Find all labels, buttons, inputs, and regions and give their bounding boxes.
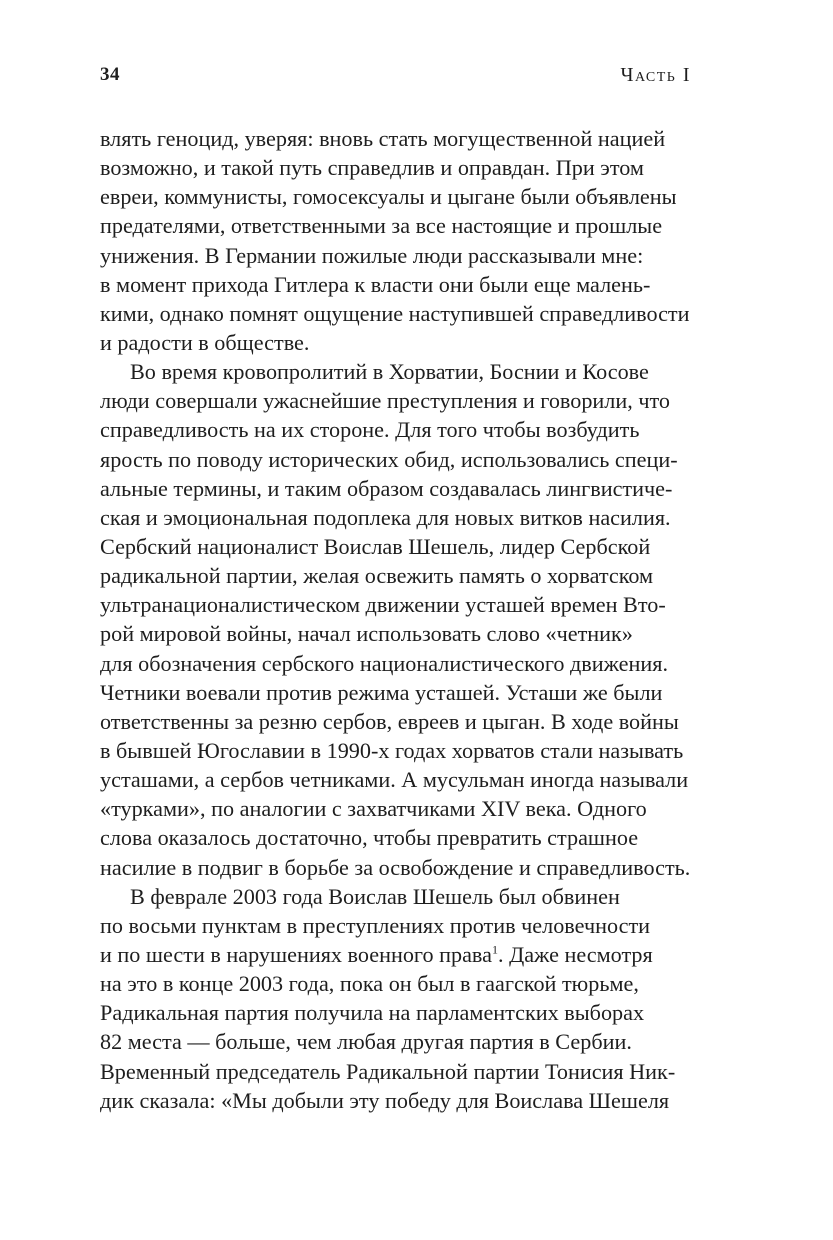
- text-line: Четники воевали против режима усташей. Усташи же были: [100, 679, 663, 705]
- paragraph-2: [100, 357, 691, 882]
- text-line: унижения. В Германии пожилые люди рассказывали мне:: [100, 242, 644, 268]
- text-line-with-footnote: [100, 940, 691, 969]
- text-line: Радикальная партия получила на парламентских выборах: [100, 1000, 645, 1026]
- text-line: в бывшей Югославии в 1990-х годах хорватов стали называть: [100, 737, 684, 763]
- text-line: альные термины, и таким образом создавалась лингвистиче-: [100, 475, 673, 501]
- text-line: по восьми пунктам в преступлениях против человечности: [100, 912, 651, 938]
- footnote-marker[interactable]: 1: [491, 942, 498, 957]
- text-line: «турками», по аналогии с захватчиками XIV века. Одного: [100, 796, 647, 822]
- text-line: на это в конце 2003 года, пока он был в гаагской тюрьме,: [100, 971, 639, 997]
- text-line: 82 места — больше, чем любая другая партия в Сербии.: [100, 1029, 632, 1055]
- text-line: и радости в обществе.: [100, 329, 310, 355]
- text-line: В феврале 2003 года Воислав Шешель был обвинен: [130, 883, 620, 909]
- page-header: [100, 64, 691, 94]
- text-line: слова оказалось достаточно, чтобы превратить страшное: [100, 825, 639, 851]
- text-line: возможно, и такой путь справедлив и оправдан. При этом: [100, 155, 644, 181]
- page-number: 34: [100, 64, 120, 85]
- paragraph-3: [100, 882, 691, 1115]
- running-head: Часть I: [620, 64, 691, 86]
- text-line: ярость по поводу исторических обид, использовались специ-: [100, 446, 678, 472]
- text-line: для обозначения сербского националистического движения.: [100, 650, 669, 676]
- text-fragment: . Даже несмотря: [497, 941, 653, 967]
- text-line: ответственны за резню сербов, евреев и цыган. В ходе войны: [100, 708, 679, 734]
- body-text: [100, 124, 691, 1115]
- text-line: предателями, ответственными за все настоящие и прошлые: [100, 213, 663, 239]
- text-line: люди совершали ужаснейшие преступления и говорили, что: [100, 388, 671, 414]
- text-line: дик сказала: «Мы добыли эту победу для Воислава Шешеля: [100, 1087, 670, 1113]
- text-line: насилие в подвиг в борьбе за освобождение и справедливость.: [100, 854, 691, 880]
- text-line: радикальной партии, желая освежить память о хорватском: [100, 563, 654, 589]
- text-fragment: и по шести в нарушениях военного права: [100, 941, 492, 967]
- text-line: в момент прихода Гитлера к власти они были еще малень-: [100, 271, 651, 297]
- text-line: Во время кровопролитий в Хорватии, Боснии и Косове: [130, 359, 649, 385]
- text-line: ская и эмоциональная подоплека для новых витков насилия.: [100, 504, 671, 530]
- text-line: Временный председатель Радикальной партии Тонисия Ник-: [100, 1058, 676, 1084]
- text-line: усташами, а сербов четниками. А мусульман иногда называли: [100, 767, 689, 793]
- text-line: Сербский националист Воислав Шешель, лидер Сербской: [100, 533, 651, 559]
- text-line: ультранационалистическом движении усташей времен Вто-: [100, 592, 666, 618]
- text-line: справедливость на их стороне. Для того чтобы возбудить: [100, 417, 640, 443]
- text-line: рой мировой войны, начал использовать слово «четник»: [100, 621, 633, 647]
- text-line: влять геноцид, уверяя: вновь стать могущественной нацией: [100, 126, 666, 151]
- text-line: кими, однако помнят ощущение наступившей справедливости: [100, 300, 690, 326]
- text-line: евреи, коммунисты, гомосексуалы и цыгане были объявлены: [100, 184, 677, 210]
- paragraph-1: [100, 124, 691, 357]
